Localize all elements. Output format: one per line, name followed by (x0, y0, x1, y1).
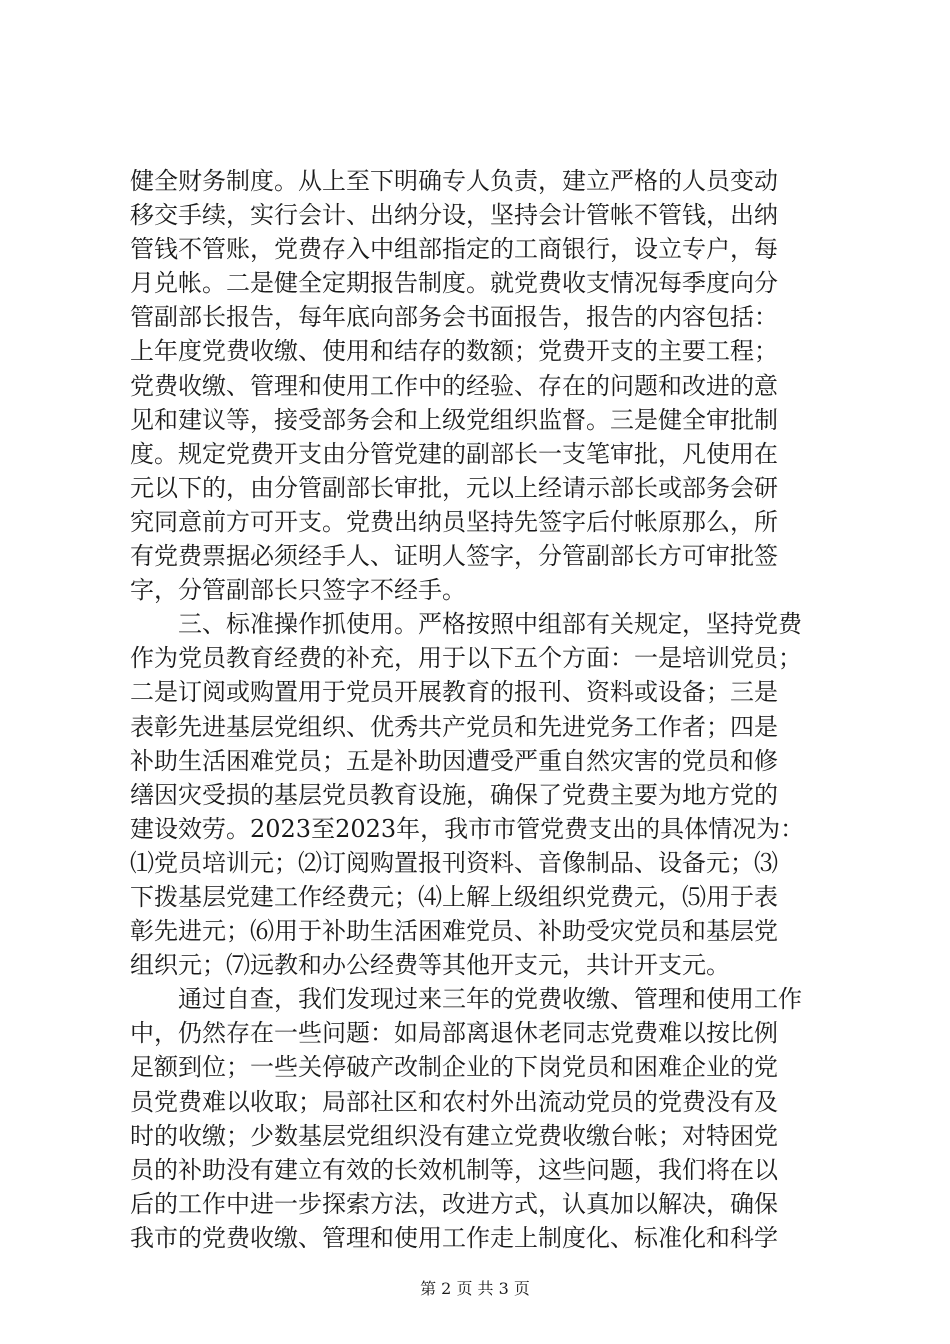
text-line: 健全财务制度。从上至下明确专人负责，建立严格的人员变动 (130, 167, 778, 195)
text-line: 元以下的，由分管副部长审批，元以上经请示部长或部务会研 (130, 473, 778, 502)
text-line: 缮因灾受损的基层党员教育设施，确保了党费主要为地方党的 (130, 780, 778, 809)
text-line: ⑴党员培训元；⑵订阅购置报刊资料、音像制品、设备元；⑶ (130, 848, 778, 877)
text-line: 足额到位；一些关停破产改制企业的下岗党员和困难企业的党 (130, 1053, 778, 1082)
text-line: 月兑帐。二是健全定期报告制度。就党费收支情况每季度向分 (130, 269, 778, 298)
text-line: 党费收缴、管理和使用工作中的经验、存在的问题和改进的意 (130, 371, 778, 400)
text-line: 补助生活困难党员；五是补助因遭受严重自然灾害的党员和修 (130, 746, 778, 775)
text-line: 度。规定党费开支由分管党建的副部长一支笔审批，凡使用在 (130, 439, 778, 468)
document-body (130, 164, 830, 1255)
text-line: 下拨基层党建工作经费元；⑷上解上级组织党费元，⑸用于表 (130, 882, 778, 911)
text-line: 三、标准操作抓使用。严格按照中组部有关规定，坚持党费 (130, 610, 802, 639)
text-line: 管副部长报告，每年底向部务会书面报告，报告的内容包括： (130, 303, 778, 332)
text-line: 管钱不管账，党费存入中组部指定的工商银行，设立专户，每 (130, 235, 778, 264)
text-line: 彰先进元；⑹用于补助生活困难党员、补助受灾党员和基层党 (130, 917, 778, 946)
text-line: 作为党员教育经费的补充，用于以下五个方面：一是培训党员； (130, 644, 802, 673)
text-line: 见和建议等，接受部务会和上级党组织监督。三是健全审批制 (130, 405, 778, 434)
text-line: 通过自查，我们发现过来三年的党费收缴、管理和使用工作 (130, 985, 802, 1014)
text-line: 二是订阅或购置用于党员开展教育的报刊、资料或设备；三是 (130, 678, 778, 707)
text-line: 移交手续，实行会计、出纳分设，坚持会计管帐不管钱，出纳 (130, 201, 778, 230)
text-line: 建设效劳。2023至2023年，我市市管党费支出的具体情况为： (130, 814, 805, 843)
text-line: 组织元；⑺远教和办公经费等其他开支元，共计开支元。 (130, 951, 730, 980)
text-line: 字，分管副部长只签字不经手。 (130, 576, 466, 605)
text-line: 上年度党费收缴、使用和结存的数额；党费开支的主要工程； (130, 337, 778, 366)
text-line: 时的收缴；少数基层党组织没有建立党费收缴台帐；对特困党 (130, 1121, 778, 1150)
text-line: 员的补助没有建立有效的长效机制等，这些问题，我们将在以 (130, 1155, 778, 1184)
text-line: 我市的党费收缴、管理和使用工作走上制度化、标准化和科学 (130, 1223, 778, 1252)
text-line: 中，仍然存在一些问题：如局部离退休老同志党费难以按比例 (130, 1019, 778, 1048)
text-line: 究同意前方可开支。党费出纳员坚持先签字后付帐原那么，所 (130, 507, 778, 536)
text-line: 后的工作中进一步探索方法，改进方式，认真加以解决，确保 (130, 1189, 778, 1218)
page-footer: 第 2 页 共 3 页 (420, 1279, 530, 1298)
text-line: 表彰先进基层党组织、优秀共产党员和先进党务工作者；四是 (130, 712, 778, 741)
text-line: 有党费票据必须经手人、证明人签字，分管副部长方可审批签 (130, 542, 778, 571)
text-line: 员党费难以收取；局部社区和农村外出流动党员的党费没有及 (130, 1087, 778, 1116)
